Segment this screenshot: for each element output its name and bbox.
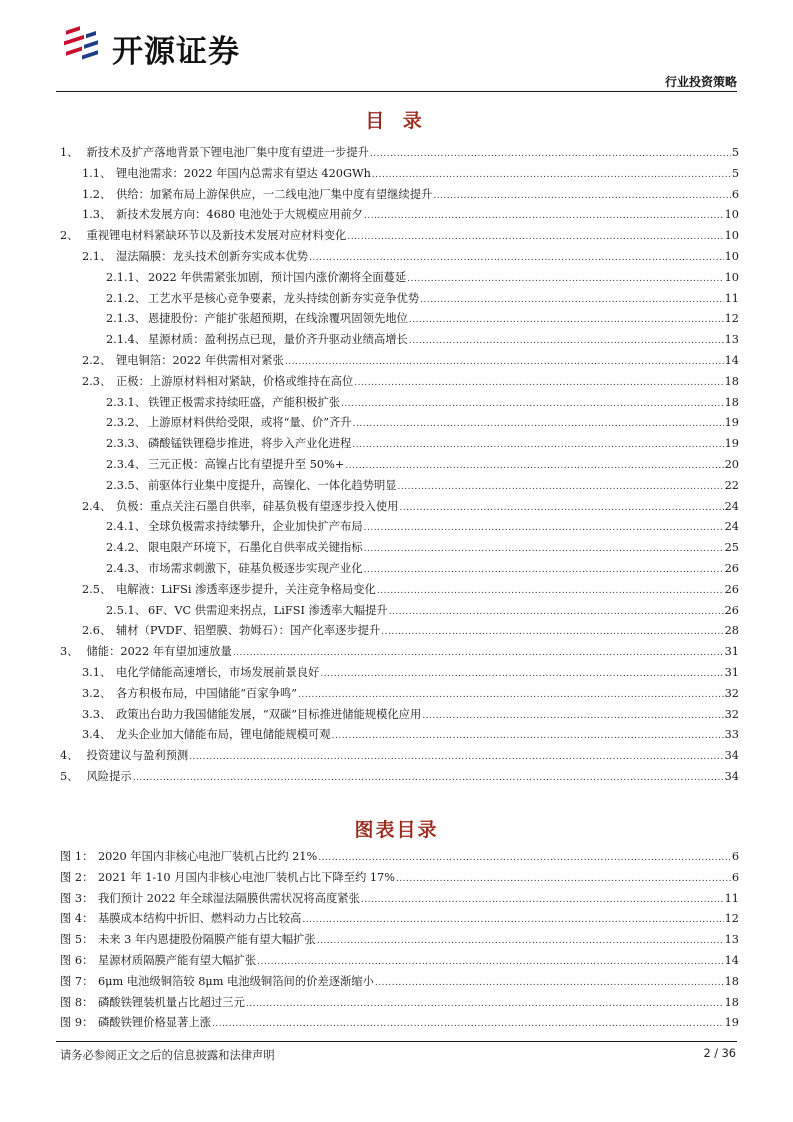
dot-leader (309, 248, 724, 269)
entry-number: 1、 (60, 146, 79, 159)
entry-page: 26 (724, 603, 739, 617)
entry-number: 图 6： (60, 953, 94, 967)
entry-page: 10 (724, 249, 739, 263)
toc-entry[interactable] (60, 372, 739, 393)
entry-number: 3.4、 (82, 728, 112, 742)
figure-entry[interactable] (60, 909, 739, 930)
entry-title: 2020 年国内非核心电池厂装机占比约 21% (98, 850, 318, 863)
toc-entry[interactable] (60, 309, 739, 330)
toc-entry[interactable] (60, 226, 739, 247)
entry-number: 2.3.5、 (106, 478, 147, 492)
dot-leader (212, 1014, 724, 1035)
entry-number: 2、 (60, 229, 79, 243)
entry-page: 6 (731, 850, 739, 863)
entry-page: 32 (724, 686, 739, 700)
dot-leader (354, 373, 723, 394)
dot-leader (347, 227, 723, 248)
entry-page: 14 (724, 953, 739, 967)
entry-title: 正极：上游原材料相对紧缺，价格或维持在高位 (116, 374, 354, 388)
entry-page: 32 (724, 707, 739, 721)
entry-number: 2.4、 (82, 499, 112, 513)
entry-page: 13 (724, 333, 739, 347)
entry-title: 磷酸锰铁锂稳步推进，将步入产业化进程 (148, 437, 352, 451)
figure-entry[interactable] (60, 951, 739, 972)
entry-page: 18 (724, 395, 739, 409)
page-number: 2 / 36 (703, 1047, 736, 1060)
entry-number: 4、 (60, 749, 79, 763)
entry-number: 2.3、 (82, 374, 112, 388)
entry-title: 6μm 电池级铜箔较 8μm 电池级铜箔间的价差逐渐缩小 (98, 974, 374, 988)
toc-entry[interactable] (60, 580, 739, 601)
figure-entry[interactable] (60, 868, 739, 889)
toc-entry[interactable] (60, 351, 739, 372)
dot-leader (381, 622, 723, 643)
entry-title: 电化学储能高速增长，市场发展前景良好 (116, 665, 320, 679)
entry-page: 20 (724, 457, 739, 471)
toc-entry[interactable] (60, 330, 739, 351)
toc-entry[interactable] (60, 247, 739, 268)
figure-list (60, 847, 739, 1034)
entry-page: 34 (724, 749, 739, 763)
entry-number: 2.1.4、 (106, 333, 147, 347)
dot-leader (399, 498, 723, 519)
entry-page: 18 (724, 995, 739, 1009)
dot-leader (364, 539, 724, 560)
entry-title: 星源材质隔膜产能有望大幅扩张 (98, 953, 257, 967)
entry-page: 25 (724, 541, 739, 555)
entry-title: 重视锂电材料紧缺环节以及新技术发展对应材料变化 (86, 229, 347, 243)
logo-text: 开源证券 (112, 33, 240, 70)
report-category: 行业投资策略 (664, 75, 737, 89)
toc-entry[interactable] (60, 559, 739, 580)
dot-leader (398, 477, 724, 498)
entry-title: 磷酸铁锂价格显著上涨 (98, 1016, 211, 1030)
entry-title: 市场需求刺激下，硅基负极逐步实现产业化 (148, 561, 363, 575)
entry-title: 政策出台助力我国储能发展，“双碳”目标推进储能规模化应用 (116, 707, 422, 721)
entry-number: 1.1、 (82, 166, 112, 180)
entry-title: 锂电铜箔：2022 年供需相对紧张 (116, 353, 284, 367)
entry-title: 基膜成本结构中折旧、燃料动力占比较高 (98, 912, 302, 926)
entry-title: 2021 年 1-10 月国内非核心电池厂装机占比下降至约 17% (98, 870, 395, 884)
toc-entry[interactable] (60, 601, 739, 622)
dot-leader (189, 747, 723, 768)
entry-page: 11 (724, 891, 739, 905)
entry-number: 图 5： (60, 933, 94, 947)
entry-number: 图 2： (60, 870, 94, 884)
dot-leader (377, 581, 724, 602)
header-divider (56, 91, 737, 92)
dot-leader (433, 186, 730, 207)
toc-entry[interactable] (60, 642, 739, 663)
toc-entry[interactable] (60, 497, 739, 518)
toc-entry[interactable] (60, 621, 739, 642)
footer-disclaimer: 请务必参阅正文之后的信息披露和法律声明 (60, 1049, 275, 1062)
dot-leader (302, 910, 723, 931)
entry-page: 22 (724, 478, 739, 492)
entry-page: 12 (724, 912, 739, 926)
entry-page: 10 (724, 270, 739, 284)
entry-title: 6F、VC 供需迎来拐点，LiFSI 渗透率大幅提升 (148, 603, 388, 617)
toc-entry[interactable] (60, 705, 739, 726)
toc-entry[interactable] (60, 434, 739, 455)
dot-leader (332, 726, 724, 747)
entry-number: 3.2、 (82, 686, 112, 700)
dot-leader (317, 931, 724, 952)
toc-entry[interactable] (60, 684, 739, 705)
entry-number: 2.1.3、 (106, 312, 147, 326)
entry-title: 2022 年供需紧张加剧，预计国内涨价潮将全面蔓延 (148, 270, 407, 284)
entry-page: 24 (724, 520, 739, 534)
entry-page: 26 (724, 561, 739, 575)
dot-leader (409, 310, 724, 331)
dot-leader (396, 869, 731, 890)
toc-entry[interactable] (60, 413, 739, 434)
entry-page: 11 (724, 291, 739, 305)
figure-entry[interactable] (60, 889, 739, 910)
entry-title: 新技术及扩产落地背景下锂电池厂集中度有望进一步提升 (86, 146, 369, 159)
dot-leader (422, 706, 723, 727)
entry-title: 磷酸铁锂装机量占比超过三元 (98, 995, 245, 1009)
entry-page: 28 (724, 624, 739, 638)
entry-number: 2.1.2、 (106, 291, 147, 305)
entry-number: 2.3.1、 (106, 395, 147, 409)
entry-title: 全球负极需求持续攀升，企业加快扩产布局 (148, 520, 363, 534)
entry-number: 2.5.1、 (106, 603, 147, 617)
toc-entry[interactable] (60, 725, 739, 746)
entry-page: 5 (731, 146, 739, 159)
figure-entry[interactable] (60, 930, 739, 951)
dot-leader (345, 456, 723, 477)
dot-leader (298, 685, 724, 706)
entry-number: 2.4.2、 (106, 541, 147, 555)
toc-entry[interactable] (60, 455, 739, 476)
entry-title: 新技术发展方向：4680 电池处于大规模应用前夕 (116, 208, 363, 222)
entry-page: 6 (731, 870, 739, 884)
entry-title: 储能：2022 年有望加速放量 (86, 645, 232, 659)
entry-page: 14 (724, 353, 739, 367)
entry-page: 24 (724, 499, 739, 513)
entry-number: 2.4.3、 (106, 561, 147, 575)
dot-leader (370, 144, 731, 165)
entry-page: 12 (724, 312, 739, 326)
dot-leader (389, 602, 724, 623)
entry-title: 龙头企业加大储能布局，锂电储能规模可观 (116, 728, 331, 742)
entry-number: 2.3.4、 (106, 457, 147, 471)
toc-entry[interactable] (60, 517, 739, 538)
brand-logo (62, 26, 240, 70)
entry-number: 3.3、 (82, 707, 112, 721)
entry-number: 1.3、 (82, 208, 112, 222)
toc-title: 目 录 (365, 110, 428, 132)
toc-list (60, 143, 739, 788)
entry-number: 图 3： (60, 891, 94, 905)
entry-number: 2.3.2、 (106, 416, 147, 430)
figure-entry[interactable] (60, 1013, 739, 1034)
entry-page: 33 (724, 728, 739, 742)
entry-number: 2.3.3、 (106, 437, 147, 451)
dot-leader (320, 664, 723, 685)
entry-page: 18 (724, 974, 739, 988)
entry-number: 3、 (60, 645, 79, 659)
dot-leader (233, 643, 724, 664)
entry-title: 星源材质：盈利拐点已现，量价齐升驱动业绩高增长 (148, 333, 408, 347)
toc-entry[interactable] (60, 746, 739, 767)
toc-entry[interactable] (60, 268, 739, 289)
dot-leader (318, 848, 731, 869)
entry-number: 图 8： (60, 995, 94, 1009)
dot-leader (133, 768, 724, 789)
entry-number: 1.2、 (82, 187, 112, 201)
entry-number: 图 7： (60, 974, 94, 988)
entry-page: 19 (724, 437, 739, 451)
entry-title: 电解液：LiFSi 渗透率逐步提升，关注竞争格局变化 (116, 582, 376, 596)
toc-entry[interactable] (60, 538, 739, 559)
toc-entry[interactable] (60, 663, 739, 684)
entry-number: 图 9： (60, 1016, 94, 1030)
figure-list-title: 图表目录 (354, 819, 439, 841)
entry-page: 5 (731, 166, 739, 180)
toc-entry[interactable] (60, 289, 739, 310)
footer-divider (56, 1041, 737, 1042)
entry-number: 2.6、 (82, 624, 112, 638)
entry-number: 2.4.1、 (106, 520, 147, 534)
entry-page: 26 (724, 582, 739, 596)
entry-title: 限电限产环境下，石墨化自供率成关键指标 (148, 541, 363, 555)
toc-entry[interactable] (60, 143, 739, 164)
dot-leader (352, 435, 723, 456)
entry-title: 恩捷股份：产能扩张超预期，在线涂覆巩固领先地位 (148, 312, 408, 326)
entry-title: 投资建议与盈利预测 (86, 749, 189, 763)
figure-entry[interactable] (60, 993, 739, 1014)
entry-title: 供给：加紧布局上游保供应，一二线电池厂集中度有望继续提升 (116, 187, 433, 201)
dot-leader (364, 206, 724, 227)
entry-page: 13 (724, 933, 739, 947)
dot-leader (372, 165, 731, 186)
entry-page: 31 (724, 645, 739, 659)
entry-number: 2.1.1、 (106, 270, 147, 284)
figure-entry[interactable] (60, 972, 739, 993)
entry-page: 10 (724, 229, 739, 243)
entry-title: 负极：重点关注石墨自供率，硅基负极有望逐步投入使用 (116, 499, 399, 513)
entry-title: 前驱体行业集中度提升，高镍化、一体化趋势明显 (148, 478, 397, 492)
entry-page: 31 (724, 665, 739, 679)
entry-page: 18 (724, 374, 739, 388)
dot-leader (246, 994, 724, 1015)
dot-leader (420, 290, 723, 311)
dot-leader (353, 414, 724, 435)
entry-title: 工艺水平是核心竞争要素，龙头持续创新夯实竞争优势 (148, 291, 420, 305)
entry-number: 图 1： (60, 850, 94, 863)
entry-title: 铁锂正极需求持续旺盛，产能积极扩张 (148, 395, 341, 409)
entry-title: 辅材（PVDF、铝塑膜、勃姆石）：国产化率逐步提升 (116, 624, 381, 638)
dot-leader (285, 352, 724, 373)
entry-page: 10 (724, 208, 739, 222)
toc-entry[interactable] (60, 476, 739, 497)
logo-mark-icon (62, 26, 106, 70)
dot-leader (364, 560, 724, 581)
toc-entry[interactable] (60, 205, 739, 226)
entry-number: 3.1、 (82, 665, 112, 679)
toc-entry[interactable] (60, 393, 739, 414)
dot-leader (257, 952, 723, 973)
entry-number: 5、 (60, 769, 79, 783)
entry-title: 湿法隔膜：龙头技术创新夯实成本优势 (116, 249, 309, 263)
entry-title: 我们预计 2022 年全球湿法隔膜供需状况将高度紧张 (98, 891, 360, 905)
dot-leader (361, 890, 724, 911)
entry-title: 未来 3 年内恩捷股份隔膜产能有望大幅扩张 (98, 933, 316, 947)
toc-entry[interactable] (60, 767, 739, 788)
entry-number: 图 4： (60, 912, 94, 926)
entry-title: 各方积极布局，中国储能“百家争鸣” (116, 686, 298, 700)
toc-entry[interactable] (60, 185, 739, 206)
entry-title: 风险提示 (86, 769, 132, 783)
dot-leader (409, 331, 724, 352)
entry-number: 2.2、 (82, 353, 112, 367)
entry-page: 19 (724, 1016, 739, 1030)
dot-leader (341, 394, 724, 415)
entry-title: 三元正极：高镍占比有望提升至 50%+ (148, 457, 345, 471)
entry-page: 6 (731, 187, 739, 201)
entry-number: 2.1、 (82, 249, 112, 263)
entry-title: 上游原材料供给受限，或将“量、价”齐升 (148, 416, 352, 430)
entry-title: 锂电池需求：2022 年国内总需求有望达 420GWh (116, 166, 371, 180)
entry-page: 19 (724, 416, 739, 430)
entry-number: 2.5、 (82, 582, 112, 596)
figure-entry[interactable] (60, 847, 739, 868)
dot-leader (364, 518, 724, 539)
dot-leader (375, 973, 724, 994)
dot-leader (407, 269, 723, 290)
entry-page: 34 (724, 769, 739, 783)
toc-entry[interactable] (60, 164, 739, 185)
